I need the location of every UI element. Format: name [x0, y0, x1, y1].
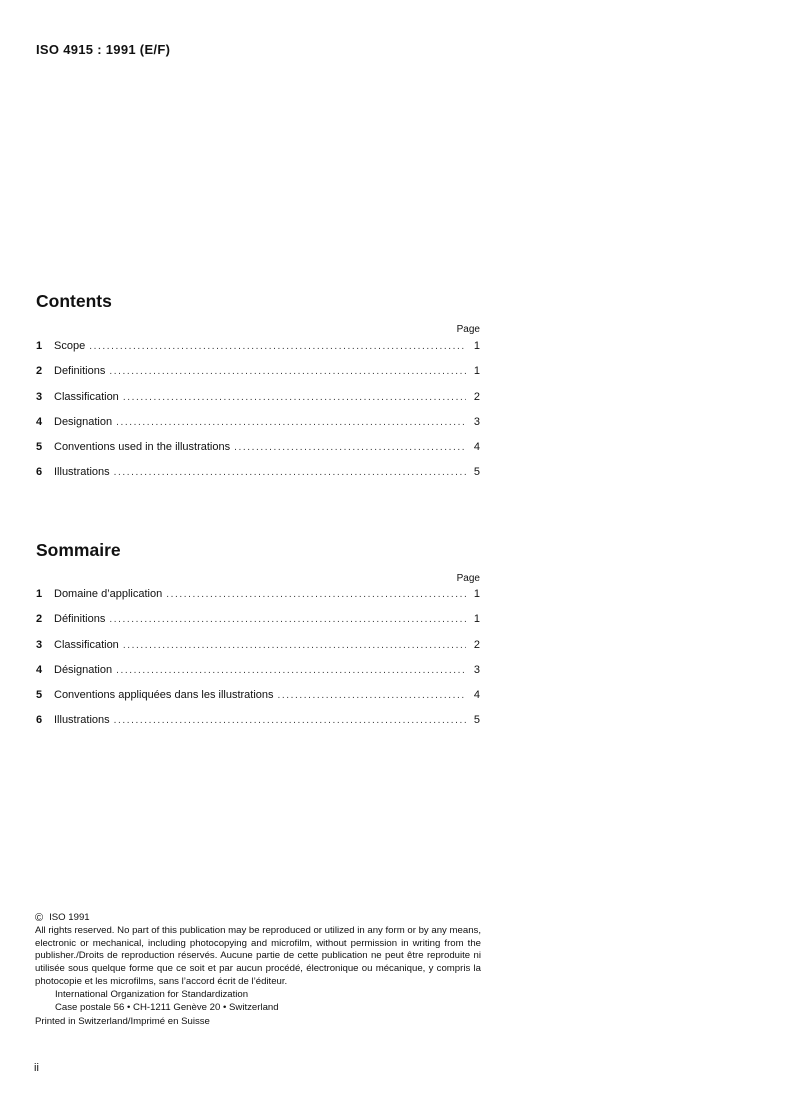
- toc-entry[interactable]: [36, 441, 480, 466]
- dot-leader: [166, 589, 466, 600]
- copyright-holder: ISO 1991: [49, 912, 90, 923]
- toc-label: Classification: [54, 390, 119, 403]
- dot-leader: [109, 366, 466, 377]
- toc-number: 2: [36, 365, 43, 378]
- contents-page-label: Page: [456, 324, 480, 335]
- toc-page-number: 5: [473, 714, 480, 727]
- toc-entry[interactable]: [36, 664, 480, 689]
- toc-page-number: 1: [473, 613, 480, 626]
- publisher-address: Case postale 56 • CH-1211 Genève 20 • Switzerland: [55, 1001, 279, 1013]
- toc-number: 4: [36, 415, 43, 428]
- toc-label: Scope: [54, 340, 86, 352]
- dot-leader: [116, 417, 466, 428]
- dot-leader: [278, 690, 466, 701]
- toc-page-number: 5: [473, 466, 480, 479]
- printed-in: Printed in Switzerland/Imprimé en Suisse: [35, 1016, 210, 1028]
- toc-label: Définitions: [54, 613, 106, 626]
- toc-entry[interactable]: [36, 466, 480, 491]
- toc-label: Désignation: [54, 663, 113, 676]
- toc-number: 6: [36, 714, 43, 727]
- document-header: ISO 4915 : 1991 (E/F): [36, 42, 171, 57]
- toc-label: Conventions appliquées dans les illustrations: [54, 689, 274, 702]
- toc-number: 3: [36, 638, 43, 651]
- toc-entry[interactable]: [36, 689, 480, 714]
- toc-entry[interactable]: [36, 613, 480, 638]
- toc-page-number: 4: [473, 689, 480, 702]
- contents-title: Contents: [36, 291, 112, 311]
- copyright-block: [35, 912, 481, 1029]
- toc-label: Domaine d’application: [54, 588, 163, 600]
- dot-leader: [234, 442, 466, 453]
- toc-number: 4: [36, 663, 43, 676]
- toc-number: 1: [36, 340, 43, 352]
- toc-entry[interactable]: [36, 365, 480, 390]
- toc-label: Illustrations: [54, 466, 110, 479]
- dot-leader: [116, 665, 466, 676]
- copyright-symbol: ©: [35, 912, 44, 924]
- toc-entry[interactable]: [36, 639, 480, 664]
- toc-number: 6: [36, 466, 43, 479]
- dot-leader: [114, 715, 466, 726]
- sommaire-page-label: Page: [456, 573, 480, 584]
- dot-leader: [114, 467, 466, 478]
- toc-page-number: 3: [473, 663, 480, 676]
- dot-leader: [123, 392, 466, 403]
- copyright-notice: All rights reserved. No part of this publication may be reproduced or utilized in any form or by any means, electronic or mechanical, including photocopying and microfilm, without permission in writing from the publisher./Droits de reproduction réservés. Aucune partie de cette publication ne peut être reproduite ni utilisée sous quelque forme que ce soit et par aucun procédé, électronique ou mécanique, y compris la photocopie et les microfilms, sans l’accord écrit de l’éditeur.: [35, 924, 481, 987]
- toc-entry[interactable]: [36, 416, 480, 441]
- toc-number: 5: [36, 689, 43, 702]
- toc-entry[interactable]: [36, 391, 480, 416]
- dot-leader: [109, 614, 466, 625]
- toc-number: 3: [36, 390, 43, 403]
- toc-page-number: 1: [473, 588, 480, 600]
- copyright-line: [35, 912, 481, 925]
- sommaire-list: [36, 588, 480, 740]
- contents-list: [36, 340, 480, 492]
- toc-page-number: 1: [473, 365, 480, 378]
- dot-leader: [89, 341, 466, 352]
- toc-number: 2: [36, 613, 43, 626]
- toc-label: Conventions used in the illustrations: [54, 441, 231, 454]
- page-folio: ii: [34, 1062, 39, 1074]
- dot-leader: [123, 640, 466, 651]
- toc-page-number: 3: [473, 415, 480, 428]
- toc-label: Illustrations: [54, 714, 110, 727]
- toc-label: Definitions: [54, 365, 106, 378]
- toc-number: 5: [36, 441, 43, 454]
- toc-label: Designation: [54, 415, 113, 428]
- toc-number: 1: [36, 588, 43, 600]
- toc-page-number: 4: [473, 441, 480, 454]
- toc-entry[interactable]: [36, 340, 480, 365]
- toc-page-number: 2: [473, 638, 480, 651]
- toc-page-number: 2: [473, 390, 480, 403]
- toc-entry[interactable]: [36, 588, 480, 613]
- toc-label: Classification: [54, 638, 119, 651]
- publisher-name: International Organization for Standardization: [55, 988, 249, 1000]
- toc-page-number: 1: [473, 340, 480, 352]
- toc-entry[interactable]: [36, 714, 480, 739]
- sommaire-title: Sommaire: [36, 540, 121, 560]
